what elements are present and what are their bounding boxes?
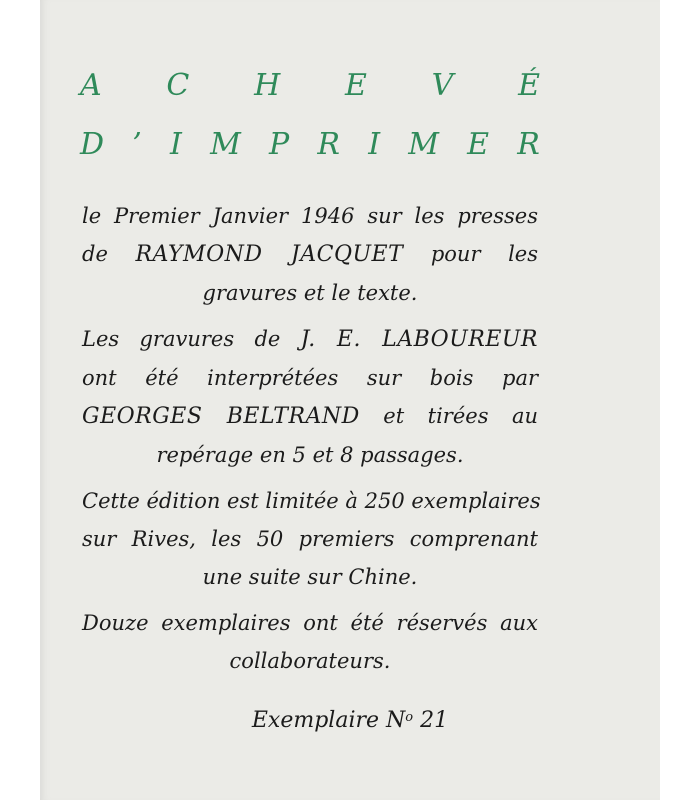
heading-acheve <box>80 68 540 103</box>
copy-number-value: 21 <box>420 708 449 733</box>
text-run: et tirées au <box>359 404 539 428</box>
heading-letter: M <box>408 127 439 162</box>
paragraph-engravings <box>82 320 538 474</box>
heading-letter: É <box>518 68 540 103</box>
text-run: pour les <box>403 242 539 266</box>
text-run: le Premier Janvier <box>82 204 301 228</box>
text-line <box>82 397 538 436</box>
heading-letter: R <box>517 127 540 162</box>
text-run: sur Rives, les 50 premiers comprenant <box>82 527 538 551</box>
text-run: 1946 <box>300 204 355 228</box>
text-line <box>82 359 538 397</box>
text-run: sur les presses <box>354 204 538 228</box>
heading-letter: C <box>166 68 190 103</box>
heading-letter: H <box>254 68 281 103</box>
heading-letter: I <box>170 127 182 162</box>
heading-letter: R <box>317 127 340 162</box>
text-line <box>82 235 538 274</box>
text-line <box>82 436 538 474</box>
text-run: collaborateurs. <box>229 649 391 673</box>
paragraph-printing <box>82 197 538 312</box>
text-run: une suite sur Chine. <box>202 565 418 589</box>
heading-letter: V <box>431 68 454 103</box>
text-line <box>82 197 538 235</box>
text-line <box>82 320 538 359</box>
text-line <box>82 558 538 596</box>
heading-dimprimer <box>80 127 540 162</box>
heading-letter: E <box>345 68 367 103</box>
heading-letter: M <box>210 127 241 162</box>
paragraph-edition <box>82 482 541 596</box>
text-line <box>82 604 538 642</box>
heading-letter: A <box>80 68 102 103</box>
text-run: repérage en 5 et 8 passages. <box>156 443 464 467</box>
copy-label: Exemplaire N <box>251 708 406 733</box>
text-run: Les gravures de <box>82 327 301 351</box>
text-line <box>82 482 541 520</box>
paragraph-reserved <box>82 604 538 680</box>
heading-letter: I <box>368 127 381 162</box>
woodcutter-name: GEORGES BELTRAND <box>82 404 360 429</box>
copy-number <box>40 708 660 733</box>
copy-number-superscript: o <box>405 710 414 725</box>
text-run: ont été interprétées sur bois par <box>82 366 538 390</box>
colophon-body <box>82 197 541 688</box>
text-line <box>82 642 538 680</box>
printer-name: RAYMOND JACQUET <box>135 242 404 267</box>
text-line <box>82 520 538 558</box>
text-run: gravures et le texte. <box>202 281 418 305</box>
heading-letter: E <box>467 127 490 162</box>
text-run: Douze exemplaires ont été réservés aux <box>82 611 538 635</box>
engraver-name: J. E. LABOUREUR <box>300 327 538 352</box>
heading-letter: D <box>80 127 105 162</box>
text-run: Cette édition est limitée à 250 exemplaires <box>82 489 541 513</box>
text-run: de <box>82 242 136 266</box>
text-line <box>82 274 538 312</box>
heading-letter: P <box>269 127 290 162</box>
heading-letter: ’ <box>132 127 142 162</box>
